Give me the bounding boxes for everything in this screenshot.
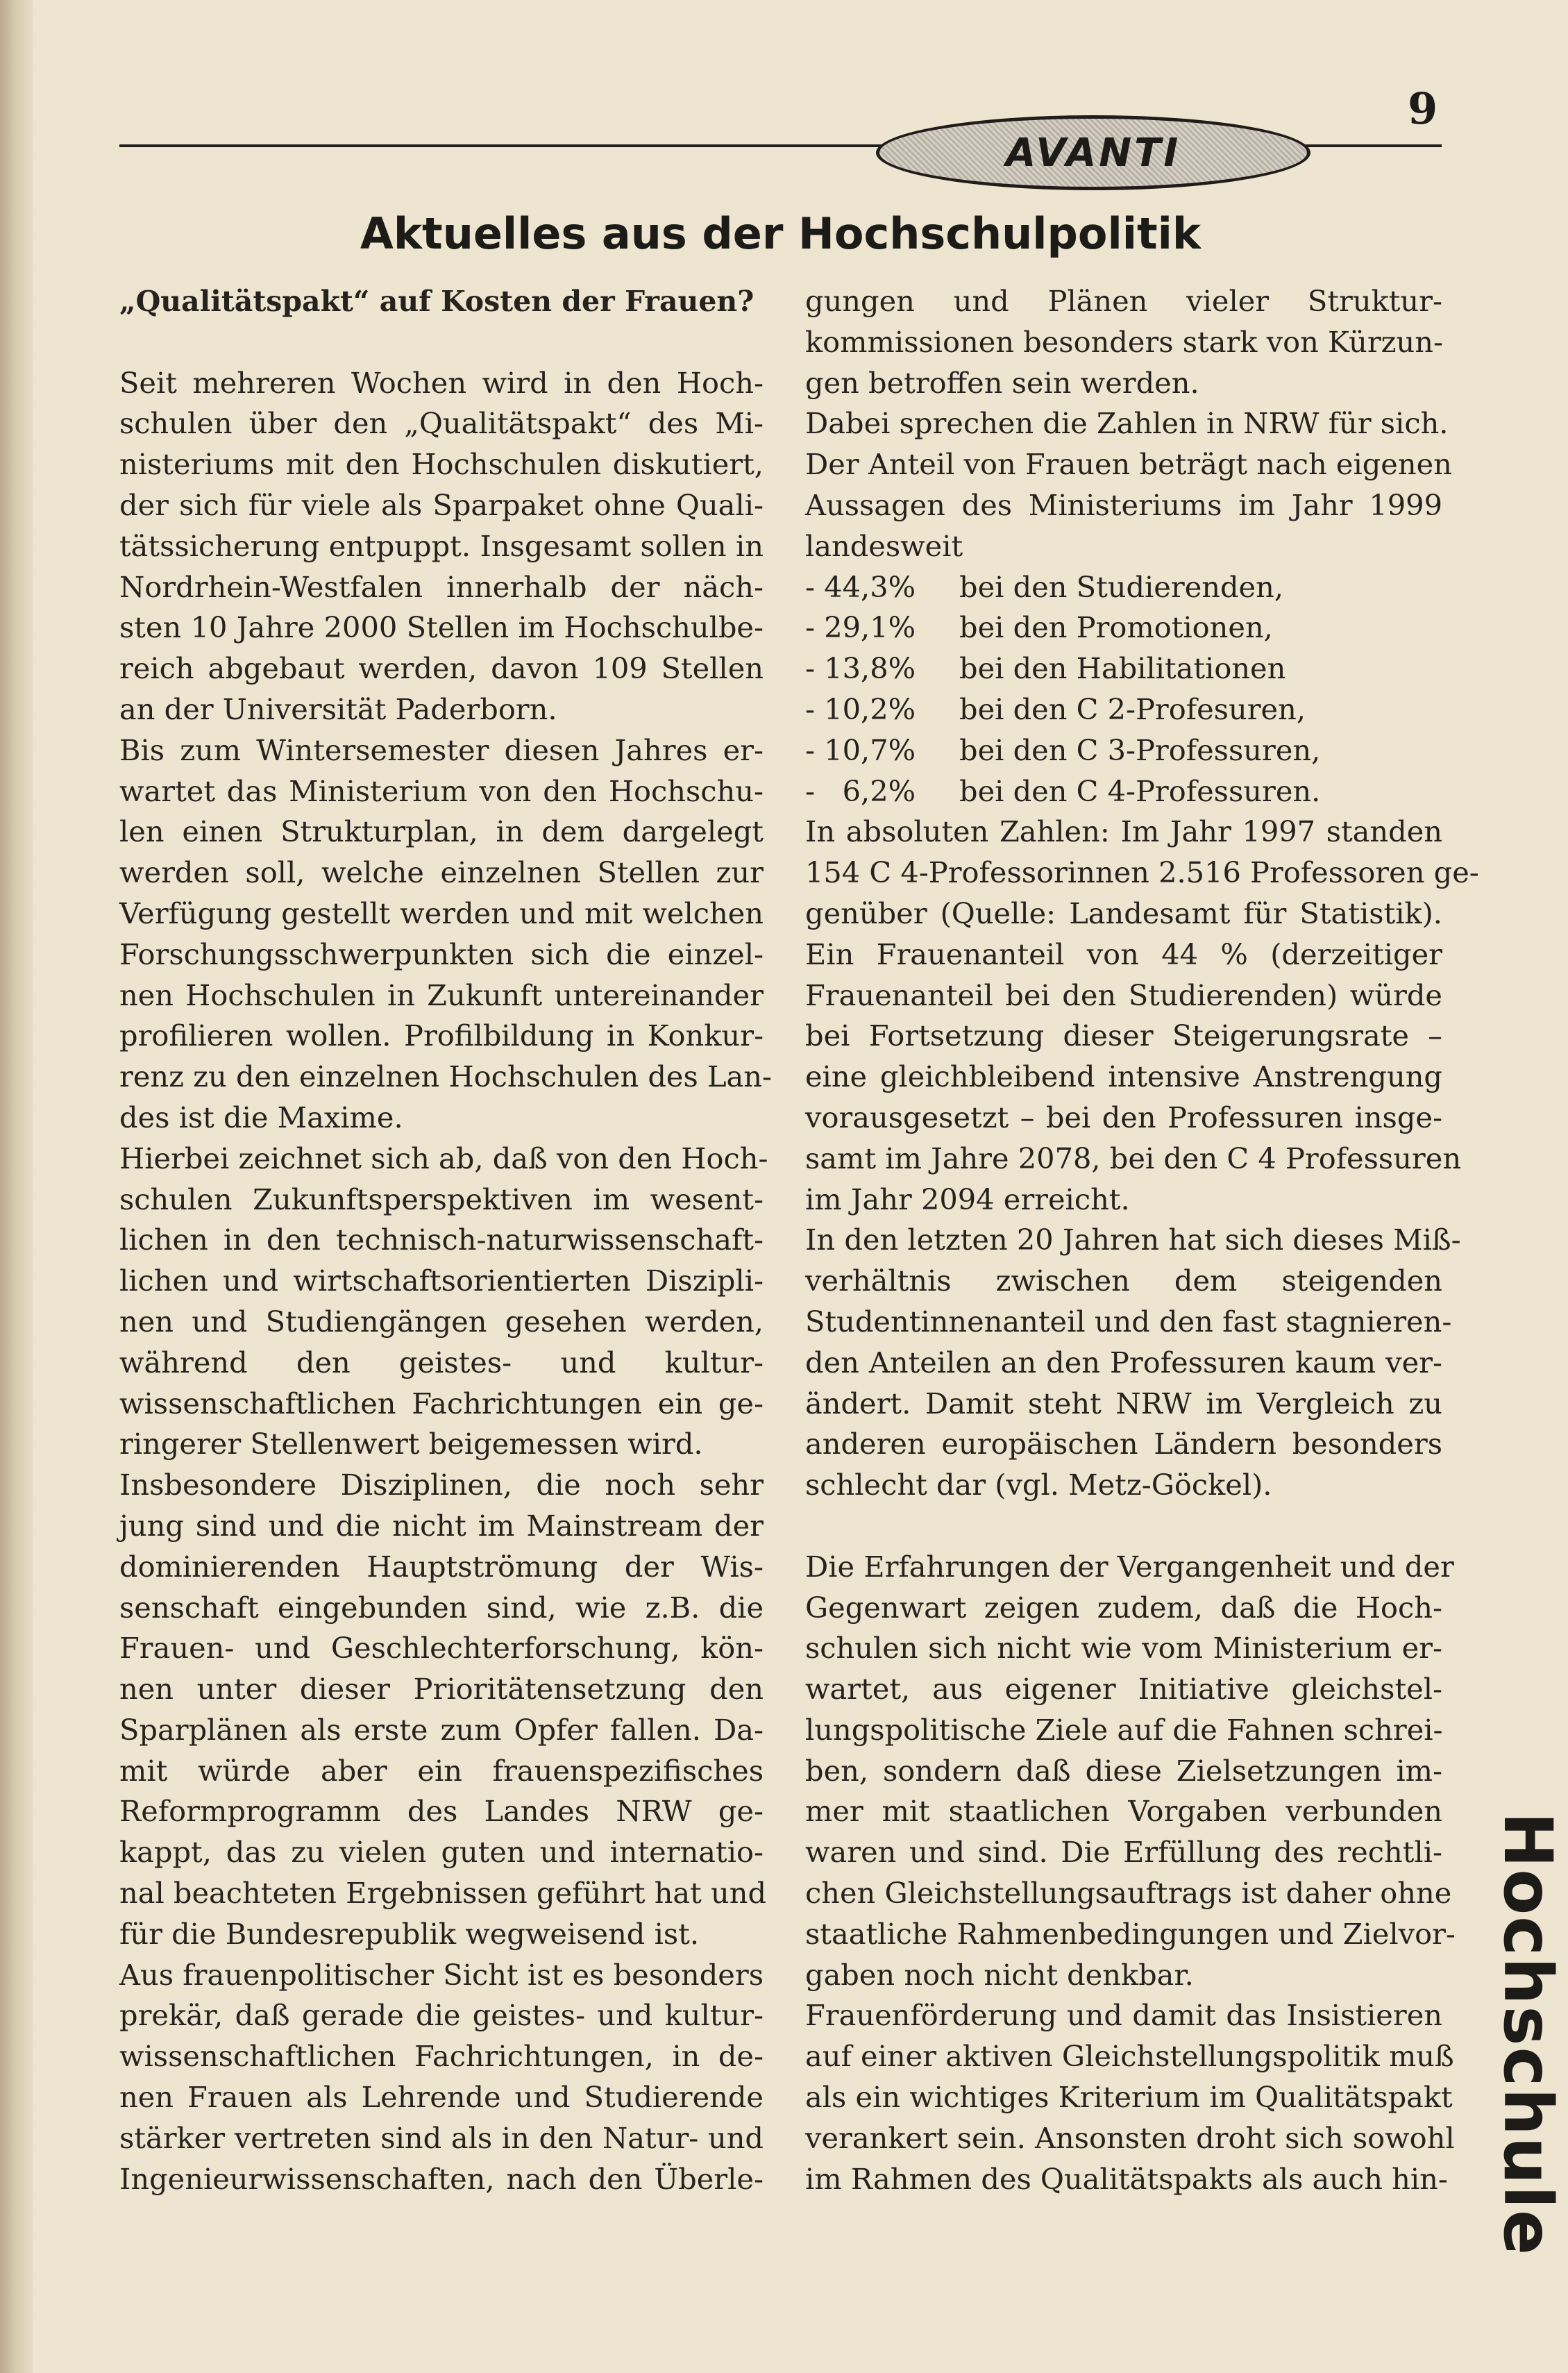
text-line: Bis zum Wintersemester diesen Jahres er- bbox=[119, 732, 764, 767]
stat-value: - 13,8% bbox=[805, 651, 916, 686]
stat-row bbox=[805, 607, 1442, 648]
stat-row bbox=[805, 689, 1442, 730]
text-line: Die Erfahrungen der Vergangenheit und der bbox=[805, 1549, 1454, 1584]
section-tab-label: Hochschule bbox=[1489, 1811, 1567, 2257]
text-line: schlecht dar (vgl. Metz-Göckel). bbox=[805, 1468, 1272, 1502]
text-line: für die Bundesrepublik wegweisend ist. bbox=[119, 1916, 700, 1951]
text-line: Hierbei zeichnet sich ab, daß von den Hoch- bbox=[119, 1141, 768, 1175]
text-line: sten 10 Jahre 2000 Stellen im Hochschulbe- bbox=[119, 610, 764, 645]
page-binding-edge bbox=[0, 0, 33, 2373]
statistics-list bbox=[805, 567, 1442, 812]
text-line: samt im Jahre 2078, bei den C 4 Professuren bbox=[805, 1141, 1462, 1175]
text-line: jung sind und die nicht im Mainstream der bbox=[119, 1508, 764, 1543]
paragraph-gap bbox=[805, 1506, 1442, 1547]
text-line: gungen und Plänen vieler Struktur- bbox=[805, 284, 1442, 318]
text-line: Dabei sprechen die Zahlen in NRW für sich. bbox=[805, 406, 1449, 441]
text-line: tätssicherung entpuppt. Insgesamt sollen in bbox=[119, 528, 764, 563]
text-line: Verfügung gestellt werden und mit welchen bbox=[119, 896, 764, 930]
text-line: staatliche Rahmenbedingungen und Zielvor- bbox=[805, 1916, 1456, 1951]
stat-label: bei den Habilitationen bbox=[959, 651, 1286, 686]
stat-label: bei den C 2-Profesuren, bbox=[959, 691, 1306, 726]
stat-label: bei den Promotionen, bbox=[959, 610, 1273, 645]
text-line: Reformprogramm des Landes NRW ge- bbox=[119, 1794, 764, 1829]
text-line: nen Frauen als Lehrende und Studierende bbox=[119, 2080, 764, 2115]
stat-value: - 6,2% bbox=[805, 773, 916, 808]
text-line: Seit mehreren Wochen wird in den Hoch- bbox=[119, 365, 764, 400]
text-line: In absoluten Zahlen: Im Jahr 1997 standen bbox=[805, 814, 1442, 849]
stat-value: - 44,3% bbox=[805, 569, 916, 604]
text-line: 154 C 4-Professorinnen 2.516 Professoren ge- bbox=[805, 855, 1479, 890]
text-line: prekär, daß gerade die geistes- und kultur- bbox=[119, 1998, 764, 2033]
text-line: dominierenden Hauptströmung der Wis- bbox=[119, 1549, 764, 1584]
text-line: Frauen- und Geschlechterforschung, kön- bbox=[119, 1631, 764, 1666]
article-subtitle: „Qualitätspakt“ auf Kosten der Frauen? bbox=[119, 285, 755, 318]
text-line: profilieren wollen. Profilbildung in Konkur- bbox=[119, 1018, 764, 1053]
text-line: wissenschaftlichen Fachrichtungen ein ge- bbox=[119, 1386, 764, 1420]
text-line: renz zu den einzelnen Hochschulen des Lan- bbox=[119, 1059, 773, 1094]
text-line: Insbesondere Disziplinen, die noch sehr bbox=[119, 1468, 764, 1502]
stat-label: bei den Studierenden, bbox=[959, 569, 1284, 604]
text-line: verhältnis zwischen dem steigenden bbox=[805, 1264, 1442, 1298]
stat-label: bei den C 3-Professuren, bbox=[959, 732, 1321, 767]
text-line: waren und sind. Die Erfüllung des rechtli- bbox=[805, 1835, 1442, 1870]
text-line: Studentinnenanteil und den fast stagnieren- bbox=[805, 1304, 1452, 1339]
text-line: landesweit bbox=[805, 528, 963, 563]
stat-row bbox=[805, 567, 1442, 608]
avanti-logo-oval bbox=[876, 115, 1310, 190]
text-line: ben, sondern daß diese Zielsetzungen im- bbox=[805, 1753, 1442, 1788]
text-line: verankert sein. Ansonsten droht sich sowohl bbox=[805, 2120, 1455, 2155]
stat-value: - 29,1% bbox=[805, 610, 916, 645]
text-line: mit würde aber ein frauenspezifisches bbox=[119, 1753, 764, 1788]
stat-label: bei den C 4-Professuren. bbox=[959, 773, 1321, 808]
text-line: reich abgebaut werden, davon 109 Stellen bbox=[119, 651, 764, 686]
text-line: im Jahr 2094 erreicht. bbox=[805, 1182, 1130, 1216]
text-line: Ingenieurwissenschaften, nach den Überle- bbox=[119, 2161, 764, 2196]
text-line: ringerer Stellenwert beigemessen wird. bbox=[119, 1427, 703, 1461]
text-line: nal beachteten Ergebnissen geführt hat und bbox=[119, 1876, 767, 1911]
text-line: des ist die Maxime. bbox=[119, 1100, 403, 1134]
text-line: genüber (Quelle: Landesamt für Statistik). bbox=[805, 896, 1442, 930]
text-line: gen betroffen sein werden. bbox=[805, 365, 1199, 400]
text-line: Der Anteil von Frauen beträgt nach eigenen bbox=[805, 447, 1452, 482]
text-line: anderen europäischen Ländern besonders bbox=[805, 1427, 1442, 1461]
text-line: nen unter dieser Prioritätensetzung den bbox=[119, 1672, 764, 1707]
text-line: Frauenanteil bei den Studierenden) würde bbox=[805, 978, 1442, 1012]
text-line: werden soll, welche einzelnen Stellen zur bbox=[119, 855, 764, 890]
text-line: lichen in den technisch-naturwissenschaft- bbox=[119, 1223, 764, 1257]
stat-row bbox=[805, 730, 1442, 771]
text-line: schulen über den „Qualitätspakt“ des Mi- bbox=[119, 406, 764, 441]
text-line: Aussagen des Ministeriums im Jahr 1999 bbox=[805, 487, 1442, 522]
stat-row bbox=[805, 771, 1442, 812]
text-line: schulen Zukunftsperspektiven im wesent- bbox=[119, 1182, 764, 1216]
text-line: wartet das Ministerium von den Hochschu- bbox=[119, 773, 764, 808]
text-line: während den geistes- und kultur- bbox=[119, 1345, 764, 1380]
text-line: Frauenförderung und damit das Insistieren bbox=[805, 1998, 1442, 2033]
text-line: Aus frauenpolitischer Sicht ist es besonders bbox=[119, 1957, 764, 1992]
text-line: Gegenwart zeigen zudem, daß die Hoch- bbox=[805, 1590, 1442, 1625]
section-tab bbox=[1487, 1750, 1568, 2319]
text-line: nen Hochschulen in Zukunft untereinander bbox=[119, 978, 764, 1012]
page-number: 9 bbox=[1408, 83, 1438, 134]
left-text-column bbox=[119, 281, 773, 2199]
text-line: stärker vertreten sind als in den Natur- und bbox=[119, 2120, 764, 2155]
text-line: vorausgesetzt – bei den Professuren insge- bbox=[805, 1100, 1442, 1134]
article-title: Aktuelles aus der Hochschulpolitik bbox=[360, 208, 1202, 259]
text-line: wissenschaftlichen Fachrichtungen, in de- bbox=[119, 2039, 764, 2074]
magazine-name: AVANTI bbox=[1005, 130, 1181, 176]
text-line: In den letzten 20 Jahren hat sich dieses Miß- bbox=[805, 1223, 1461, 1257]
text-line: an der Universität Paderborn. bbox=[119, 691, 557, 726]
text-line: als ein wichtiges Kriterium im Qualitätspakt bbox=[805, 2080, 1453, 2115]
text-line: nen und Studiengängen gesehen werden, bbox=[119, 1304, 764, 1339]
text-line: senschaft eingebunden sind, wie z.B. die bbox=[119, 1590, 764, 1625]
text-line: lungspolitische Ziele auf die Fahnen schrei- bbox=[805, 1712, 1443, 1747]
text-line: Nordrhein-Westfalen innerhalb der näch- bbox=[119, 569, 764, 604]
text-line: lichen und wirtschaftsorientierten Diszipli- bbox=[119, 1264, 764, 1298]
stat-row bbox=[805, 648, 1442, 689]
text-line: wartet, aus eigener Initiative gleichstel- bbox=[805, 1672, 1442, 1707]
text-line: bei Fortsetzung dieser Steigerungsrate – bbox=[805, 1018, 1442, 1053]
paragraph-gap bbox=[119, 322, 764, 363]
text-line: Sparplänen als erste zum Opfer fallen. Da- bbox=[119, 1712, 764, 1747]
right-text-column bbox=[805, 281, 1479, 2199]
text-line: len einen Strukturplan, in dem dargelegt bbox=[119, 814, 764, 849]
text-line: ändert. Damit steht NRW im Vergleich zu bbox=[805, 1386, 1442, 1420]
text-line: mer mit staatlichen Vorgaben verbunden bbox=[805, 1794, 1442, 1829]
text-line: kommissionen besonders stark von Kürzun- bbox=[805, 324, 1443, 359]
text-line: im Rahmen des Qualitätspakts als auch hin- bbox=[805, 2161, 1448, 2196]
text-line: nisteriums mit den Hochschulen diskutiert, bbox=[119, 447, 764, 482]
text-line: auf einer aktiven Gleichstellungspolitik muß bbox=[805, 2039, 1454, 2074]
text-line: Ein Frauenanteil von 44 % (derzeitiger bbox=[805, 937, 1442, 971]
text-line: eine gleichbleibend intensive Anstrengung bbox=[805, 1059, 1442, 1094]
text-line: Forschungsschwerpunkten sich die einzel- bbox=[119, 937, 764, 971]
text-line: den Anteilen an den Professuren kaum ver- bbox=[805, 1345, 1442, 1380]
text-line: schulen sich nicht wie vom Ministerium er- bbox=[805, 1631, 1442, 1666]
text-line: gaben noch nicht denkbar. bbox=[805, 1957, 1194, 1992]
text-line: chen Gleichstellungsauftrags ist daher ohne bbox=[805, 1876, 1452, 1911]
text-line: kappt, das zu vielen guten und internatio- bbox=[119, 1835, 764, 1870]
text-line: der sich für viele als Sparpaket ohne Quali- bbox=[119, 487, 764, 522]
stat-value: - 10,7% bbox=[805, 732, 916, 767]
stat-value: - 10,2% bbox=[805, 691, 916, 726]
